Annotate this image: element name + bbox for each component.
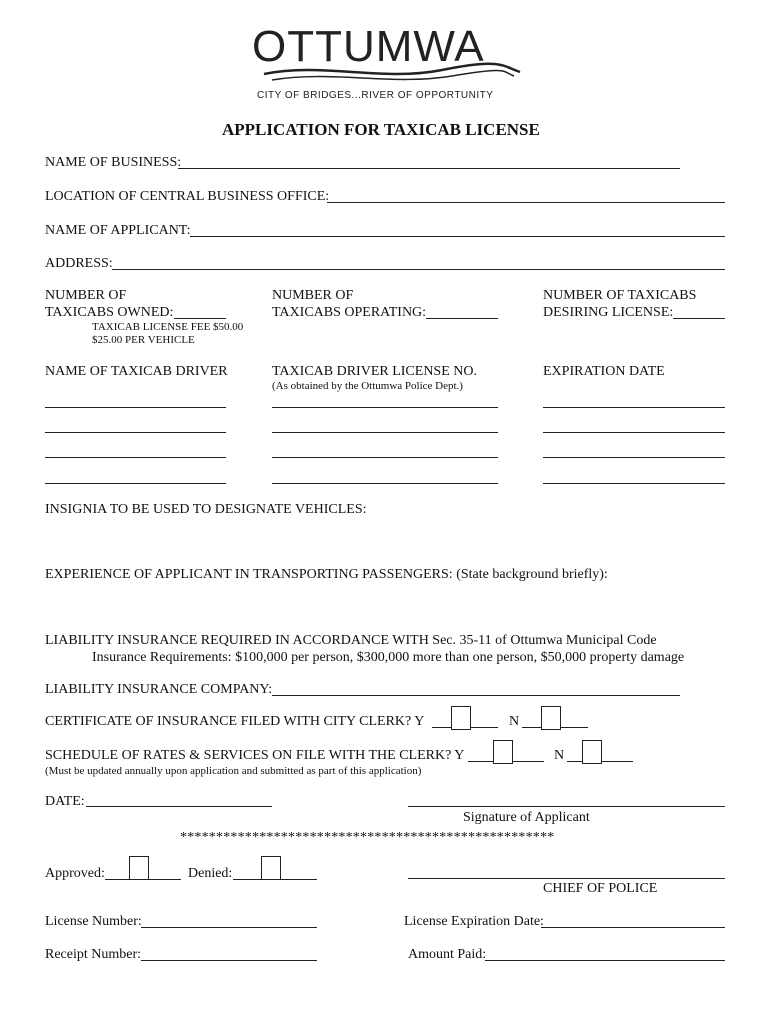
central-office-label: LOCATION OF CENTRAL BUSINESS OFFICE: [45, 189, 330, 204]
logo-tagline: CITY OF BRIDGES...RIVER OF OPPORTUNITY [257, 90, 494, 101]
denied-checkbox[interactable] [261, 856, 281, 880]
rates-no-label: N [554, 748, 565, 763]
denied-label: Denied: [188, 866, 233, 881]
certificate-question: CERTIFICATE OF INSURANCE FILED WITH CITY CLERK? Y [45, 714, 425, 729]
river-swoosh-icon [262, 60, 522, 84]
receipt-number-label: Receipt Number: [45, 947, 142, 962]
driver-name-line[interactable] [45, 457, 226, 458]
approved-checkbox[interactable] [129, 856, 149, 880]
expiration-line[interactable] [543, 432, 725, 433]
insurance-company-line[interactable] [272, 695, 680, 696]
driver-name-line[interactable] [45, 483, 226, 484]
desiring-label-1: NUMBER OF TAXICABS [543, 288, 697, 303]
experience-label: EXPERIENCE OF APPLICANT IN TRANSPORTING PASSENGERS: (State background briefly): [45, 567, 608, 582]
driver-license-note: (As obtained by the Ottumwa Police Dept.) [272, 380, 463, 392]
operating-label-1: NUMBER OF [272, 288, 354, 303]
owned-line[interactable] [174, 318, 226, 319]
rates-note: (Must be updated annually upon application and submitted as part of this application) [45, 765, 422, 777]
expiration-header: EXPIRATION DATE [543, 364, 665, 379]
applicant-signature-caption: Signature of Applicant [463, 810, 590, 825]
desiring-label-2: DESIRING LICENSE: [543, 305, 674, 320]
license-expiration-line[interactable] [541, 927, 725, 928]
applicant-name-label: NAME OF APPLICANT: [45, 223, 191, 238]
driver-license-header: TAXICAB DRIVER LICENSE NO. [272, 364, 477, 379]
business-name-label: NAME OF BUSINESS: [45, 155, 182, 170]
amount-paid-line[interactable] [485, 960, 725, 961]
insignia-label: INSIGNIA TO BE USED TO DESIGNATE VEHICLES: [45, 502, 367, 517]
driver-name-line[interactable] [45, 432, 226, 433]
stars-divider: **************************************************** [180, 830, 555, 845]
owned-label-2: TAXICABS OWNED: [45, 305, 174, 320]
expiration-line[interactable] [543, 407, 725, 408]
driver-name-line[interactable] [45, 407, 226, 408]
insurance-required-text: LIABILITY INSURANCE REQUIRED IN ACCORDANCE WITH Sec. 35-11 of Ottumwa Municipal Code [45, 633, 657, 648]
applicant-signature-line[interactable] [408, 806, 725, 807]
rates-no-checkbox[interactable] [582, 740, 602, 764]
operating-line[interactable] [426, 318, 498, 319]
driver-license-line[interactable] [272, 432, 498, 433]
driver-name-header: NAME OF TAXICAB DRIVER [45, 364, 228, 379]
date-line[interactable] [86, 806, 272, 807]
rates-question: SCHEDULE OF RATES & SERVICES ON FILE WITH THE CLERK? Y [45, 748, 465, 763]
driver-license-line[interactable] [272, 483, 498, 484]
amount-paid-label: Amount Paid: [408, 947, 487, 962]
expiration-line[interactable] [543, 483, 725, 484]
address-label: ADDRESS: [45, 256, 113, 271]
central-office-line[interactable] [327, 202, 725, 203]
operating-label-2: TAXICABS OPERATING: [272, 305, 427, 320]
rates-yes-checkbox[interactable] [493, 740, 513, 764]
license-number-line[interactable] [141, 927, 317, 928]
date-label: DATE: [45, 794, 85, 809]
expiration-line[interactable] [543, 457, 725, 458]
chief-caption: CHIEF OF POLICE [543, 881, 658, 896]
certificate-no-checkbox[interactable] [541, 706, 561, 730]
chief-signature-line[interactable] [408, 878, 725, 879]
license-number-label: License Number: [45, 914, 142, 929]
certificate-no-label: N [509, 714, 520, 729]
fee-note-2: $25.00 PER VEHICLE [92, 334, 195, 346]
driver-license-line[interactable] [272, 457, 498, 458]
owned-label-1: NUMBER OF [45, 288, 127, 303]
certificate-yes-checkbox[interactable] [451, 706, 471, 730]
applicant-name-line[interactable] [190, 236, 725, 237]
address-line[interactable] [112, 269, 725, 270]
business-name-line[interactable] [178, 168, 680, 169]
logo-wordmark: OTTUMWA [252, 22, 485, 71]
insurance-company-label: LIABILITY INSURANCE COMPANY: [45, 682, 273, 697]
license-expiration-label: License Expiration Date: [404, 914, 544, 929]
fee-note-1: TAXICAB LICENSE FEE $50.00 [92, 321, 244, 333]
desiring-line[interactable] [673, 318, 725, 319]
receipt-number-line[interactable] [141, 960, 317, 961]
insurance-requirements-text: Insurance Requirements: $100,000 per person, $300,000 more than one person, $50,000 property damage [92, 650, 685, 665]
form-title: APPLICATION FOR TAXICAB LICENSE [222, 120, 540, 139]
approved-label: Approved: [45, 866, 105, 881]
driver-license-line[interactable] [272, 407, 498, 408]
